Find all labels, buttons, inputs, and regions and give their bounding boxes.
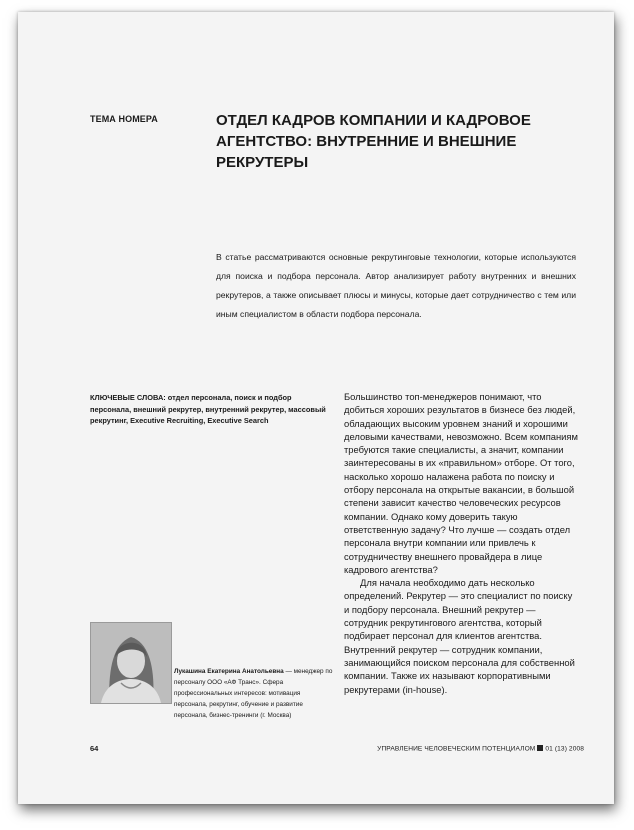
journal-name: УПРАВЛЕНИЕ ЧЕЛОВЕЧЕСКИМ ПОТЕНЦИАЛОМ <box>377 745 536 753</box>
page-footer <box>377 745 584 753</box>
section-label: ТЕМА НОМЕРА <box>90 114 158 124</box>
article-abstract: В статье рассматриваются основные рекрутинговые технологии, которые используются для поиска и подбора персонала. Автор анализирует работу внутренних и внешних рекрутеров, а также описывает плюсы и минусы, которые дает сотрудничество с тем или иным специалистом в области подбора персонала. <box>216 252 576 319</box>
keywords: КЛЮЧЕВЫЕ СЛОВА: отдел персонала, поиск и подбор персонала, внешний рекрутер, внутренний рекрутер, массовый рекрутинг, Executive Recruiting, Executive Search <box>90 393 326 425</box>
author-photo <box>90 622 172 704</box>
author-name: Лукашина Екатерина Анатольевна <box>174 668 284 675</box>
body-paragraph: Для начала необходимо дать несколько определений. Рекрутер — это специалист по поиску и подбору персонала. Внешний рекрутер — сотрудник рекрутингового агентства, который подбирает персонал для клиентов агентства. Внутренний рекрутер — сотрудник компании, занимающийся поиском персонала для собственной компании. Также их называют корпоративными рекрутерами (in-house). <box>344 577 575 695</box>
page-number: 64 <box>90 744 99 753</box>
author-info <box>174 666 334 721</box>
article-body <box>344 390 580 696</box>
author-bio: — менеджер по персоналу ООО «АФ Транс». Сфера профессиональных интересов: мотивация персонала, рекрутинг, обучение и развитие персонала, бизнес-тренинги (г. Москва) <box>174 668 333 719</box>
body-paragraph: Большинство топ-менеджеров понимают, что добиться хороших результатов в бизнесе без людей, обладающих высоким уровнем знаний и хорошими деловыми качествами, невозможно. Всем компаниям требуются такие специалисты, а значит, компании заинтересованы в их «правильном» отборе. От того, насколько хорошо налажена работа по поиску и отбору персонала на открытые вакансии, в большой степени зависит качество человеческих ресурсов компании. Однако кому доверить такую ответственную задачу? Что лучше — создать отдел персонала внутри компании или привлечь к сотрудничеству внешнего провайдера в лице кадрового агентства? <box>344 391 578 575</box>
square-bullet-icon <box>537 745 543 751</box>
article-title: ОТДЕЛ КАДРОВ КОМПАНИИ И КАДРОВОЕ АГЕНТСТВО: ВНУТРЕННИЕ И ВНЕШНИЕ РЕКРУТЕРЫ <box>216 112 531 171</box>
issue-number: 01 (13) 2008 <box>545 745 584 753</box>
magazine-page <box>18 12 614 804</box>
